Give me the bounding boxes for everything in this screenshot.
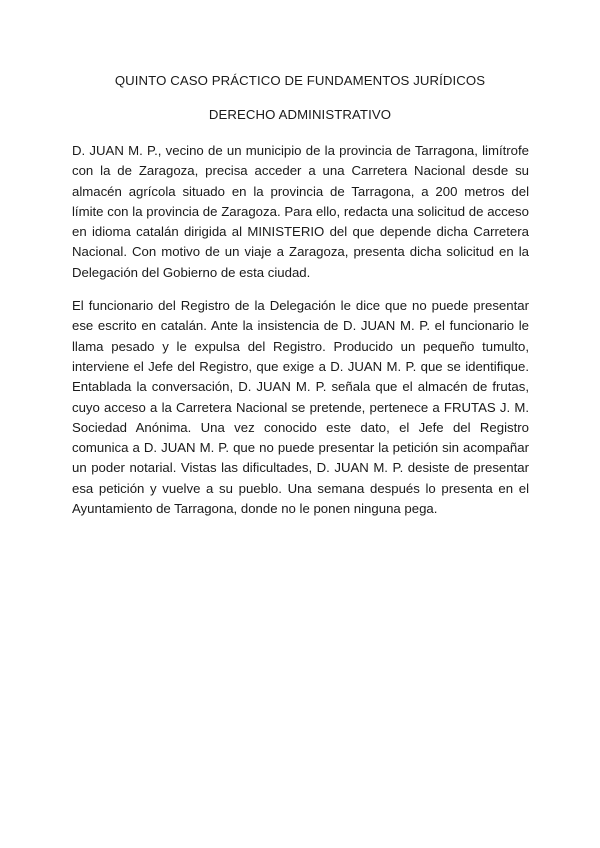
paragraph-2: El funcionario del Registro de la Delegación le dice que no puede presentar ese escrito en catalán. Ante la insistencia de D. JUAN M. P. el funcionario le llama pesado y le expulsa del Registro. Producido un pequeño tumulto, interviene el Jefe del Registro, que exige a D. JUAN M. P. que se identifique. Entablada la conversación, D. JUAN M. P. señala que el almacén de frutas, cuyo acceso a la Carretera Nacional se pretende, pertenece a FRUTAS J. M. Sociedad Anónima. Una vez conocido este dato, el Jefe del Registro comunica a D. JUAN M. P. que no puede presentar la petición sin acompañar un poder notarial. Vistas las dificultades, D. JUAN M. P. desiste de presentar esa petición y vuelve a su pueblo. Una semana después lo presenta en el Ayuntamiento de Tarragona, donde no le ponen ninguna pega. [72, 298, 529, 517]
document-body [72, 141, 529, 519]
document-subtitle: DERECHO ADMINISTRATIVO [208, 107, 392, 122]
paragraph-1: D. JUAN M. P., vecino de un municipio de la provincia de Tarragona, limítrofe con la de Zaragoza, precisa acceder a una Carretera Nacional desde su almacén agrícola situado en la provincia de Tarragona, a 200 metros del límite con la provincia de Zaragoza. Para ello, redacta una solicitud de acceso en idioma catalán dirigida al MINISTERIO del que depende dicha Carretera Nacional. Con motivo de un viaje a Zaragoza, presenta dicha solicitud en la Delegación del Gobierno de esta ciudad. [72, 143, 529, 280]
document-title: QUINTO CASO PRÁCTICO DE FUNDAMENTOS JURÍDICOS [114, 73, 486, 88]
